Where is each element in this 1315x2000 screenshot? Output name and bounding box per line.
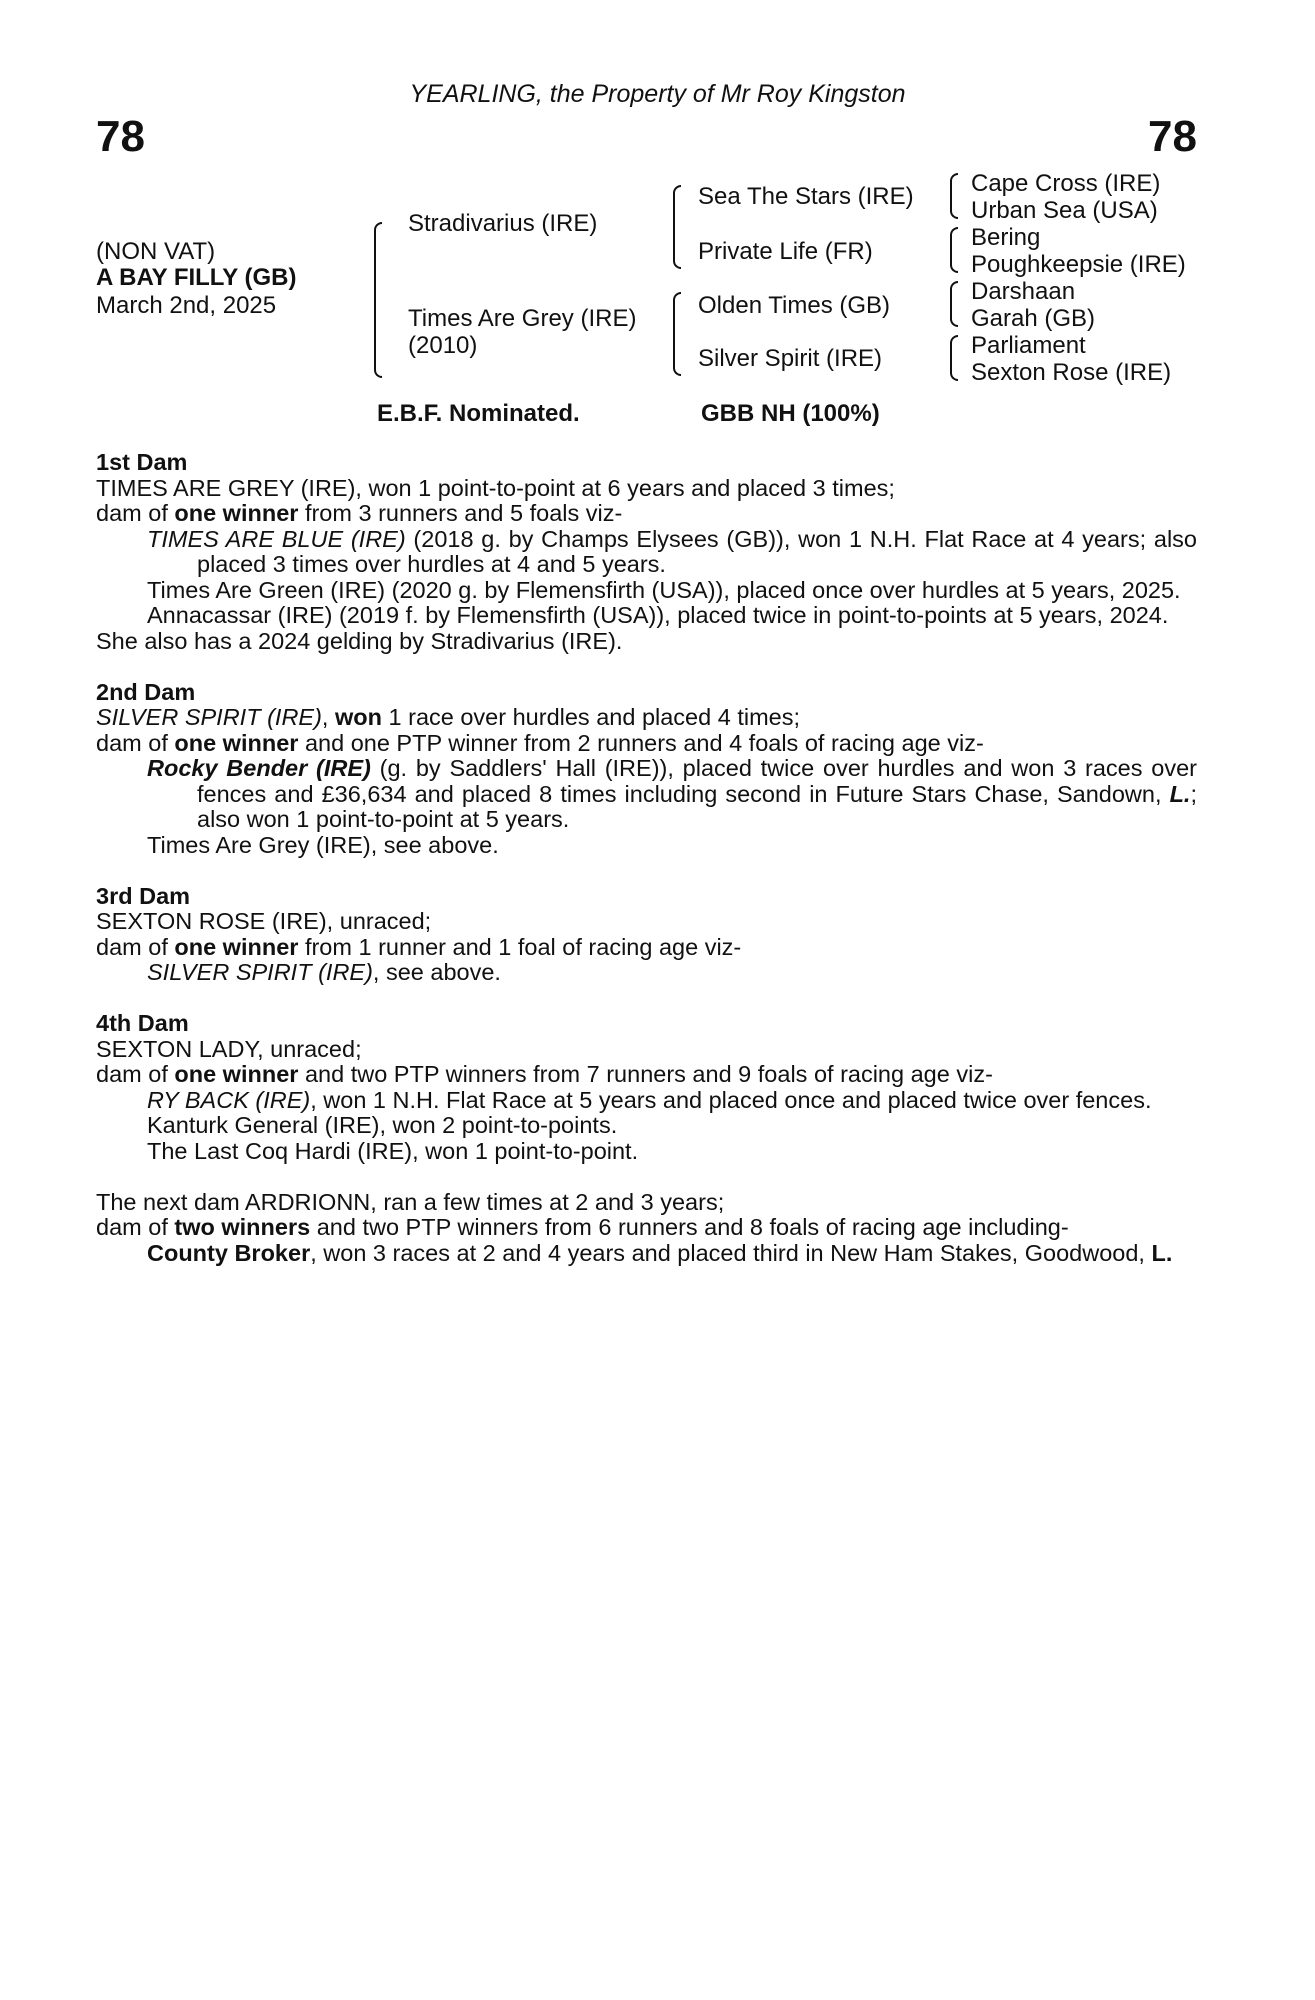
dam-line: [96, 731, 1197, 757]
ancestor: Parliament: [971, 332, 1086, 359]
progeny-entry: [96, 756, 1197, 833]
dam-line: [96, 909, 1197, 935]
text-run: 1 race over hurdles and placed 4 times;: [381, 704, 800, 730]
progeny-entry: [96, 527, 1197, 578]
dam-line: [96, 629, 1197, 655]
text-run: , won 3 races at 2 and 4 years and placed third in New Ham Stakes, Goodwood,: [310, 1239, 1152, 1266]
gbb-note: GBB NH (100%): [701, 400, 880, 427]
progeny-entry: [96, 603, 1197, 629]
text-run: Times Are Green (IRE) (2020 g. by Flemensfirth (USA)), placed once over hurdles at 5 years, 2025.: [147, 576, 1181, 603]
dam-line: [96, 501, 1197, 527]
ancestor: Urban Sea (USA): [971, 197, 1158, 224]
text-run: won: [334, 704, 382, 730]
progeny-entry: [96, 1113, 1197, 1139]
text-run: (2018 g. by Champs Elysees (GB)), won 1 N.H. Flat Race at 4 years; also placed 3 times over hurdles at 4 and 5 years.: [197, 525, 1197, 577]
dam-line: [96, 1037, 1197, 1063]
dam-sire: Olden Times (GB): [698, 292, 891, 319]
dam-section: [96, 884, 1197, 986]
lot-number-right: 78: [1148, 112, 1197, 161]
ancestor: Cape Cross (IRE): [971, 170, 1161, 197]
ancestor: Garah (GB): [971, 305, 1096, 332]
progeny-entry: [96, 960, 1197, 986]
ancestor: Darshaan: [971, 278, 1076, 305]
text-run: and two PTP winners from 7 runners and 9 foals of racing age viz-: [298, 1061, 993, 1087]
dam-section: [96, 450, 1197, 654]
text-run: dam of: [96, 1061, 175, 1087]
section-heading: 3rd Dam: [96, 882, 191, 909]
ancestor: Bering: [971, 224, 1041, 251]
progeny-entry: [96, 1139, 1197, 1165]
progeny-entry: [96, 833, 1197, 859]
text-run: The next dam ARDRIONN, ran a few times at 2 and 3 years;: [96, 1188, 725, 1215]
progeny-entry: [96, 1088, 1197, 1114]
dam-dam: Silver Spirit (IRE): [698, 345, 883, 372]
ancestor: Sexton Rose (IRE): [971, 359, 1172, 386]
text-run: one winner: [174, 729, 299, 756]
dam-line: [96, 705, 1197, 731]
text-run: one winner: [174, 1061, 299, 1087]
text-run: (g. by Saddlers' Hall (IRE)), placed twice over hurdles and won 3 races over fences and £36,634 and placed 8 times including second in Future Stars Chase, Sandown,: [197, 755, 1197, 807]
section-heading: 2nd Dam: [96, 678, 196, 705]
dam-section: [96, 1190, 1197, 1267]
text-run: from 1 runner and 1 foal of racing age viz-: [298, 933, 742, 960]
text-run: The Last Coq Hardi (IRE), won 1 point-to-point.: [147, 1137, 639, 1164]
dam-section: [96, 1011, 1197, 1164]
text-run: SILVER SPIRIT (IRE): [147, 959, 373, 985]
text-run: SILVER SPIRIT (IRE): [96, 704, 322, 730]
dam-line: [96, 1215, 1197, 1241]
text-run: Rocky Bender (IRE): [147, 755, 371, 781]
sire-sire: Sea The Stars (IRE): [698, 183, 914, 210]
sire: Stradivarius (IRE): [408, 210, 598, 237]
dam-section: [96, 680, 1197, 859]
section-heading: 4th Dam: [96, 1010, 189, 1036]
text-run: L.: [1169, 780, 1191, 807]
text-run: one winner: [174, 933, 299, 960]
dam-line: [96, 1190, 1197, 1216]
text-run: ; also won 1 point-to-point at 5 years.: [197, 780, 1197, 832]
dam: Times Are Grey (IRE): [408, 305, 637, 332]
progeny-entry: [96, 1241, 1197, 1267]
brace: [950, 281, 958, 327]
text-run: dam of: [96, 500, 175, 526]
ancestor: Poughkeepsie (IRE): [971, 251, 1186, 278]
text-run: dam of: [96, 1214, 175, 1240]
brace: [950, 227, 958, 273]
vat-status: (NON VAT): [96, 238, 216, 265]
text-run: and two PTP winners from 6 runners and 8 foals of racing age including-: [310, 1214, 1069, 1240]
text-run: County Broker: [147, 1239, 311, 1266]
text-run: She also has a 2024 gelding by Stradivarius (IRE).: [96, 627, 623, 654]
text-run: from 3 runners and 5 foals viz-: [298, 500, 623, 526]
brace: [950, 173, 958, 219]
section-heading: 1st Dam: [96, 449, 188, 475]
foaling-date: March 2nd, 2025: [96, 292, 277, 319]
text-run: , see above.: [372, 959, 501, 985]
text-run: Times Are Grey (IRE), see above.: [147, 831, 499, 858]
text-run: SEXTON LADY, unraced;: [96, 1035, 362, 1062]
dam-line: [96, 935, 1197, 961]
text-run: ,: [321, 704, 335, 730]
text-run: dam of: [96, 729, 175, 756]
text-run: SEXTON ROSE (IRE), unraced;: [96, 908, 432, 934]
brace: [673, 292, 681, 376]
text-run: , won 1 N.H. Flat Race at 5 years and placed once and placed twice over fences.: [310, 1086, 1152, 1113]
page-header: YEARLING, the Property of Mr Roy Kingston: [409, 80, 906, 108]
brace: [673, 185, 681, 269]
text-run: TIMES ARE BLUE (IRE): [147, 525, 406, 552]
text-run: and one PTP winner from 2 runners and 4 foals of racing age viz-: [298, 729, 984, 756]
text-run: Kanturk General (IRE), won 2 point-to-points.: [147, 1112, 618, 1138]
dam-line: [96, 476, 1197, 502]
dam-line: [96, 1062, 1197, 1088]
text-run: Annacassar (IRE) (2019 f. by Flemensfirth (USA)), placed twice in point-to-points at 5 years, 2024.: [147, 602, 1169, 628]
brace: [950, 335, 958, 381]
dam-year: (2010): [408, 332, 478, 359]
text-run: two winners: [174, 1214, 311, 1240]
brace: [374, 222, 382, 378]
text-run: one winner: [174, 500, 299, 526]
text-run: dam of: [96, 933, 175, 960]
lot-number-left: 78: [96, 112, 145, 161]
produce-record: [96, 450, 1197, 1292]
text-run: L.: [1151, 1239, 1173, 1266]
progeny-entry: [96, 578, 1197, 604]
text-run: TIMES ARE GREY (IRE), won 1 point-to-point at 6 years and placed 3 times;: [96, 474, 895, 501]
sire-dam: Private Life (FR): [698, 238, 873, 265]
ebf-note: E.B.F. Nominated.: [377, 400, 580, 427]
lot-name: A BAY FILLY (GB): [96, 264, 297, 291]
text-run: RY BACK (IRE): [147, 1086, 311, 1113]
